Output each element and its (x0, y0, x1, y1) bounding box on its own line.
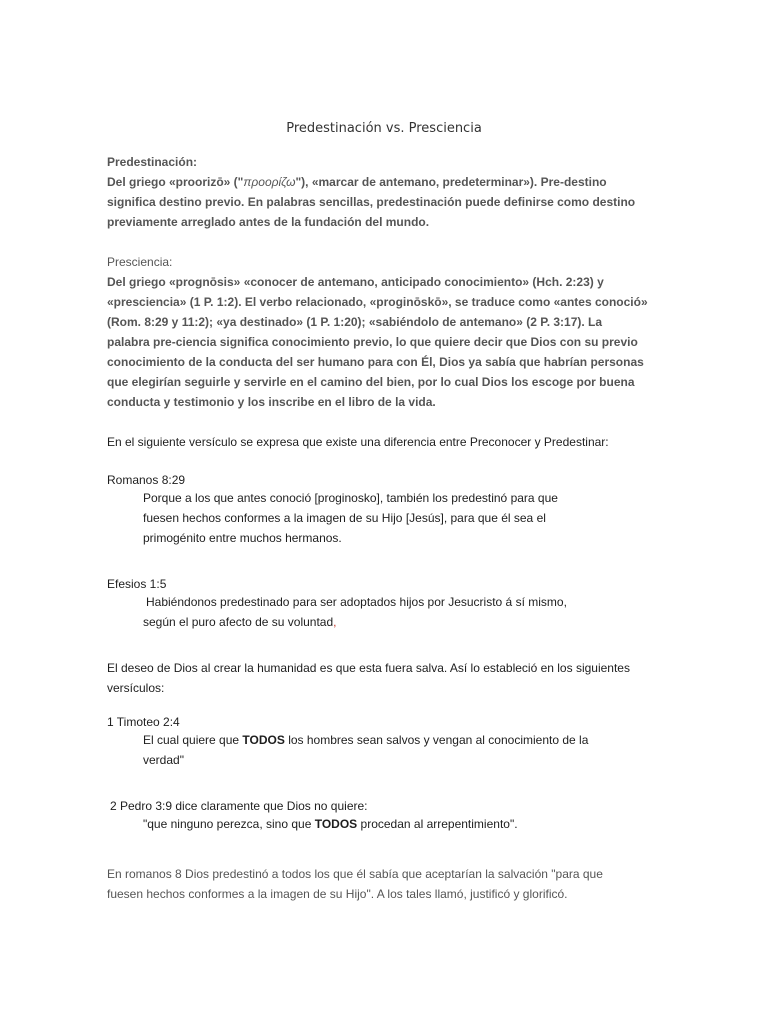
final-line-1: En romanos 8 Dios predestinó a todos los que él sabía que aceptarían la salvación "para que (107, 867, 603, 881)
romanos-quote (143, 488, 606, 548)
romanos-reference: Romanos 8:29 (107, 473, 186, 487)
predestinacion-line-2: significa destino previo. En palabras sencillas, predestinación puede definirse como destino (107, 195, 636, 209)
pedro-reference: 2 Pedro 3:9 dice claramente que Dios no quiere: (110, 799, 368, 813)
section-presciencia (107, 252, 660, 412)
timoteo-reference: 1 Timoteo 2:4 (107, 715, 180, 729)
predestinacion-line-3: previamente arreglado antes de la fundación del mundo. (107, 215, 430, 229)
final-line-2: fuesen hechos conformes a la imagen de su Hijo". A los tales llamó, justificó y glorificó. (107, 887, 568, 901)
romanos-line-3: primogénito entre muchos hermanos. (143, 531, 342, 545)
deseo-line-2: versículos: (107, 681, 165, 695)
efesios-line-2: según el puro afecto de su voluntad, (143, 615, 337, 629)
efesios-line-1: Habiéndonos predestinado para ser adoptados hijos por Jesucristo á sí mismo, (146, 595, 567, 609)
diferencia-paragraph: En el siguiente versículo se expresa que existe una diferencia entre Preconocer y Predestinar: (107, 435, 609, 449)
presciencia-heading: Presciencia: (107, 255, 173, 269)
presciencia-line-4: palabra pre-ciencia significa conocimiento previo, lo que quiere decir que Dios con su previo (107, 335, 638, 349)
pedro-line-1: "que ninguno perezca, sino que TODOS procedan al arrepentimiento". (143, 817, 518, 831)
timoteo-line-2: verdad" (143, 753, 184, 767)
presciencia-line-5: conocimiento de la conducta del ser humano para con Él, Dios ya sabía que habrían personas (107, 355, 644, 369)
deseo-paragraph (107, 658, 667, 698)
section-romanos (107, 470, 667, 490)
efesios-quote (143, 592, 623, 632)
final-paragraph (107, 864, 660, 904)
efesios-reference: Efesios 1:5 (107, 577, 167, 591)
presciencia-line-2: «presciencia» (1 P. 1:2). El verbo relacionado, «proginōskō», se traduce como «antes conoció» (107, 295, 648, 309)
pedro-quote (143, 814, 623, 834)
timoteo-quote (143, 730, 623, 770)
presciencia-line-7: conducta y testimonio y los inscribe en el libro de la vida. (107, 395, 436, 409)
predestinacion-heading: Predestinación: (107, 155, 198, 169)
deseo-line-1: El deseo de Dios al crear la humanidad es que esta fuera salva. Así lo estableció en los siguientes (107, 661, 630, 675)
presciencia-line-3: (Rom. 8:29 y 11:2); «ya destinado» (1 P. 1:20); «sabiéndolo de antemano» (2 P. 3:17). La (107, 315, 603, 329)
predestinacion-line-1: Del griego «proorizō» ("προορίζω"), «marcar de antemano, predeterminar»). Pre-destino (107, 175, 607, 189)
romanos-line-2: fuesen hechos conformes a la imagen de su Hijo [Jesús], para que él sea el (143, 511, 546, 525)
section-predestinacion (107, 152, 660, 232)
timoteo-line-1: El cual quiere que TODOS los hombres sean salvos y vengan al conocimiento de la (143, 733, 589, 747)
presciencia-line-1: Del griego «prognōsis» «conocer de antemano, anticipado conocimiento» (Hch. 2:23) y (107, 275, 604, 289)
page-title: Predestinación vs. Presciencia (286, 121, 482, 136)
presciencia-line-6: que elegirían seguirle y servirle en el camino del bien, por lo cual Dios los escoge por buena (107, 375, 635, 389)
romanos-line-1: Porque a los que antes conoció [proginosko], también los predestinó para que (143, 491, 558, 505)
